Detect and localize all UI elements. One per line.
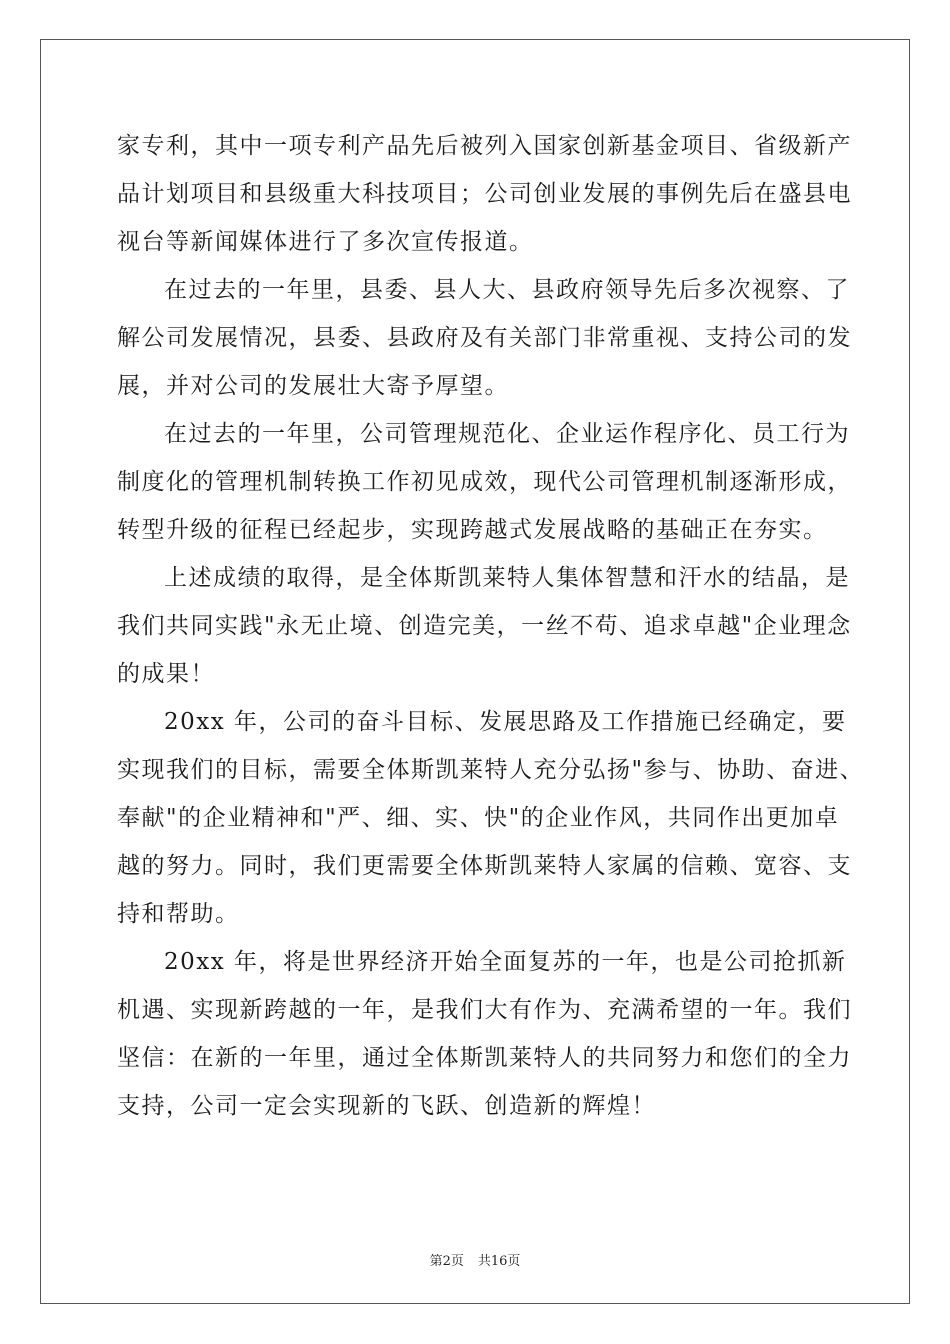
text-line: 制度化的管理机制转换工作初见成效，现代公司管理机制逐渐形成， [117,469,852,495]
text-line: 解公司发展情况，县委、县政府及有关部门非常重视、支持公司的发 [117,325,852,351]
text-line: 品计划项目和县级重大科技项目；公司创业发展的事例先后在盛县电 [117,181,852,207]
page-footer [0,1250,950,1269]
text-line: 的成果！ [117,661,215,687]
text-line: 越的努力。同时，我们更需要全体斯凯莱特人家属的信赖、宽容、支 [117,853,852,879]
document-body [117,122,865,1130]
text-line: 20xx 年，将是世界经济开始全面复苏的一年，也是公司抢抓新 [164,949,847,975]
text-line: 在过去的一年里，公司管理规范化、企业运作程序化、员工行为 [164,421,850,447]
text-line: 上述成绩的取得，是全体斯凯莱特人集体智慧和汗水的结晶，是 [164,565,850,591]
text-line: 持和帮助。 [117,901,240,927]
text-line: 实现我们的目标，需要全体斯凯莱特人充分弘扬"参与、协助、奋进、 [117,757,865,783]
text-line: 展，并对公司的发展壮大寄予厚望。 [117,373,509,399]
text-line: 机遇、实现新跨越的一年，是我们大有作为、充满希望的一年。我们 [117,997,852,1023]
text-line: 在过去的一年里，县委、县人大、县政府领导先后多次视察、了 [164,277,850,303]
page-number-current: 第2页 [429,1254,464,1269]
text-line: 20xx 年，公司的奋斗目标、发展思路及工作措施已经确定，要 [164,709,847,735]
text-line: 支持，公司一定会实现新的飞跃、创造新的辉煌！ [117,1093,656,1119]
text-line: 我们共同实践"永无止境、创造完美，一丝不苟、追求卓越"企业理念 [117,613,852,639]
text-line: 转型升级的征程已经起步，实现跨越式发展战略的基础正在夯实。 [117,517,828,543]
page-number-total: 共16页 [477,1254,521,1269]
text-line: 家专利，其中一项专利产品先后被列入国家创新基金项目、省级新产 [117,133,852,159]
text-line: 坚信：在新的一年里，通过全体斯凯莱特人的共同努力和您们的全力 [117,1045,852,1071]
text-line: 视台等新闻媒体进行了多次宣传报道。 [117,229,534,255]
text-line: 奉献"的企业精神和"严、细、实、快"的企业作风，共同作出更加卓 [117,805,840,831]
